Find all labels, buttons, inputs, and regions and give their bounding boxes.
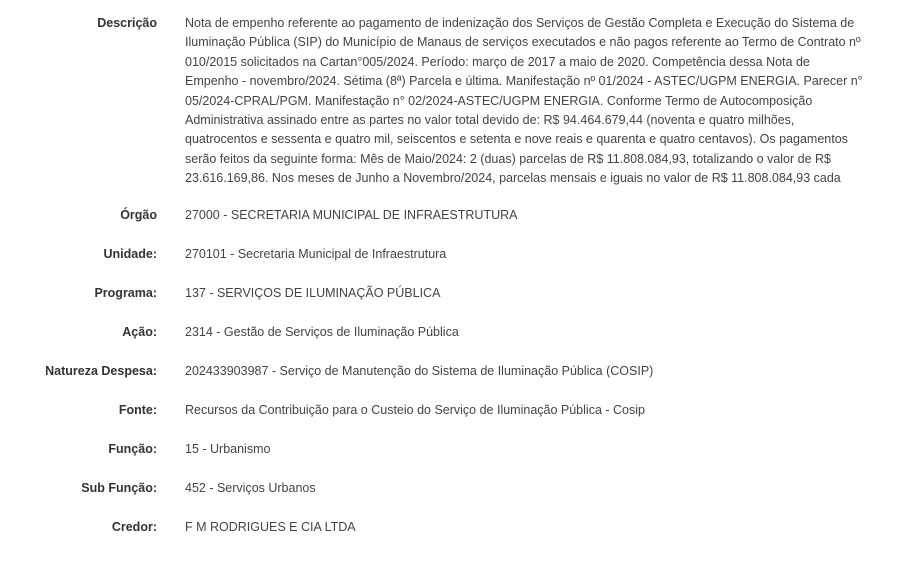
field-value-descricao: Nota de empenho referente ao pagamento de indenização dos Serviços de Gestão Completa e Execução do Sistema de Iluminação Pública (SIP) do Município de Manaus de serviços executados e não pagos referente ao Termo de Contrato nº 010/2015 solicitados na Cartan°005/2024. Período: março de 2017 a maio de 2020. Competência dessa Nota de Empenho - novembro/2024. Sétima (8ª) Parcela e última. Manifestação nº 01/2024 - ASTEC/UGPM ENERGIA. Parecer n° 05/2024-CPRAL/PGM. Manifestação n° 02/2024-ASTEC/UGPM ENERGIA. Conforme Termo de Autocomposição Administrativa assinado entre as partes no valor total devido de: R$ 94.464.679,44 (noventa e quatro milhões, quatrocentos e sessenta e quatro mil, seiscentos e setenta e nove reais e quarenta e quatro centavos). Os pagamentos serão feitos da seguinte forma: Mês de Maio/2024: 2 (duas) parcelas de R$ 11.808.084,93, totalizando o valor de R$ 23.616.169,86. Nos meses de Junho a Novembro/2024, parcelas mensais e iguais no valor de R$ 11.808.084,93 cada (185, 16, 863, 186)
field-row-unidade (0, 243, 900, 282)
field-label-natureza-despesa: Natureza Despesa: (45, 363, 157, 378)
field-label-descricao: Descrição (97, 16, 157, 30)
field-row-natureza-despesa (0, 360, 900, 399)
field-row-fonte (0, 399, 900, 438)
field-label-unidade: Unidade: (103, 246, 157, 261)
field-row-credor (0, 516, 900, 555)
field-label-fonte: Fonte: (118, 402, 157, 417)
expense-detail-table (0, 12, 900, 555)
field-value-natureza-despesa: 202433903987 - Serviço de Manutenção do Sistema de Iluminação Pública (COSIP) (185, 363, 654, 378)
field-label-programa: Programa: (94, 285, 157, 300)
field-row-funcao (0, 438, 900, 477)
field-row-acao (0, 321, 900, 360)
field-row-sub-funcao (0, 477, 900, 516)
field-row-descricao (0, 12, 900, 189)
field-label-credor: Credor: (111, 519, 157, 534)
field-row-programa (0, 282, 900, 321)
field-label-acao: Ação: (122, 324, 157, 339)
field-value-unidade: 270101 - Secretaria Municipal de Infraestrutura (185, 246, 447, 261)
field-value-orgao: 27000 - SECRETARIA MUNICIPAL DE INFRAESTRUTURA (185, 207, 518, 222)
field-value-funcao: 15 - Urbanismo (185, 441, 271, 456)
field-value-sub-funcao: 452 - Serviços Urbanos (185, 480, 316, 495)
field-label-orgao: Órgão (120, 207, 157, 222)
field-value-programa: 137 - SERVIÇOS DE ILUMINAÇÃO PÚBLICA (185, 285, 441, 300)
field-label-sub-funcao: Sub Função: (81, 480, 157, 495)
field-label-funcao: Função: (108, 441, 157, 456)
field-value-acao: 2314 - Gestão de Serviços de Iluminação Pública (185, 324, 459, 339)
field-row-orgao (0, 204, 900, 243)
field-value-fonte: Recursos da Contribuição para o Custeio do Serviço de Iluminação Pública - Cosip (185, 402, 645, 417)
field-value-credor: F M RODRIGUES E CIA LTDA (185, 519, 356, 534)
